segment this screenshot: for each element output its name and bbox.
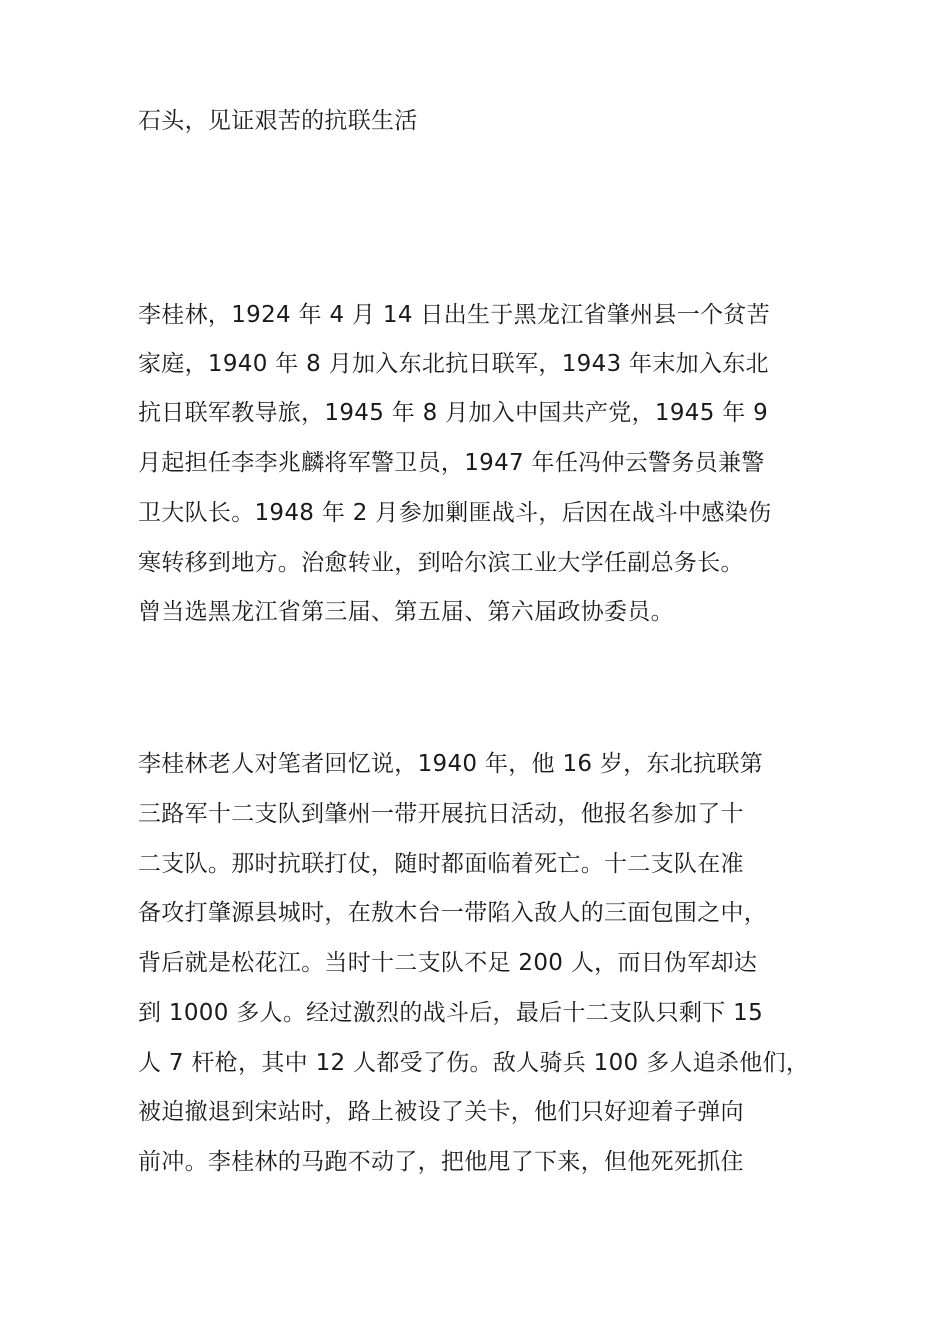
- paragraph-line: 背后就是松花江。当时十二支队不足 200 人，而日伪军却达: [138, 950, 758, 976]
- paragraph-line: 抗日联军教导旅，1945 年 8 月加入中国共产党，1945 年 9: [138, 400, 769, 426]
- paragraph-line: 到 1000 多人。经过激烈的战斗后，最后十二支队只剩下 15: [138, 1000, 764, 1026]
- paragraph-line: 家庭，1940 年 8 月加入东北抗日联军，1943 年末加入东北: [138, 351, 769, 377]
- section-heading: 石头，见证艰苦的抗联生活: [138, 108, 418, 134]
- paragraph-line: 三路军十二支队到肇州一带开展抗日活动，他报名参加了十: [138, 801, 744, 827]
- paragraph-line: 卫大队长。1948 年 2 月参加剿匪战斗，后因在战斗中感染伤: [138, 500, 772, 526]
- paragraph-line: 李桂林，1924 年 4 月 14 日出生于黑龙江省肇州县一个贫苦: [138, 302, 770, 328]
- paragraph-line: 备攻打肇源县城时，在敖木台一带陷入敌人的三面包围之中，: [138, 900, 768, 926]
- paragraph-line: 人 7 杆枪，其中 12 人都受了伤。敌人骑兵 100 多人追杀他们，: [138, 1050, 810, 1076]
- paragraph-line: 被迫撤退到宋站时，路上被设了关卡，他们只好迎着子弹向: [138, 1099, 744, 1125]
- paragraph-line: 曾当选黑龙江省第三届、第五届、第六届政协委员。: [138, 599, 674, 625]
- paragraph-line: 月起担任李李兆麟将军警卫员，1947 年任冯仲云警务员兼警: [138, 450, 765, 476]
- paragraph-line: 李桂林老人对笔者回忆说，1940 年，他 16 岁，东北抗联第: [138, 751, 764, 777]
- paragraph-line: 二支队。那时抗联打仗，随时都面临着死亡。十二支队在准: [138, 851, 744, 877]
- paragraph-line: 前冲。李桂林的马跑不动了，把他甩了下来，但他死死抓住: [138, 1149, 744, 1175]
- paragraph-line: 寒转移到地方。治愈转业，到哈尔滨工业大学任副总务长。: [138, 550, 744, 576]
